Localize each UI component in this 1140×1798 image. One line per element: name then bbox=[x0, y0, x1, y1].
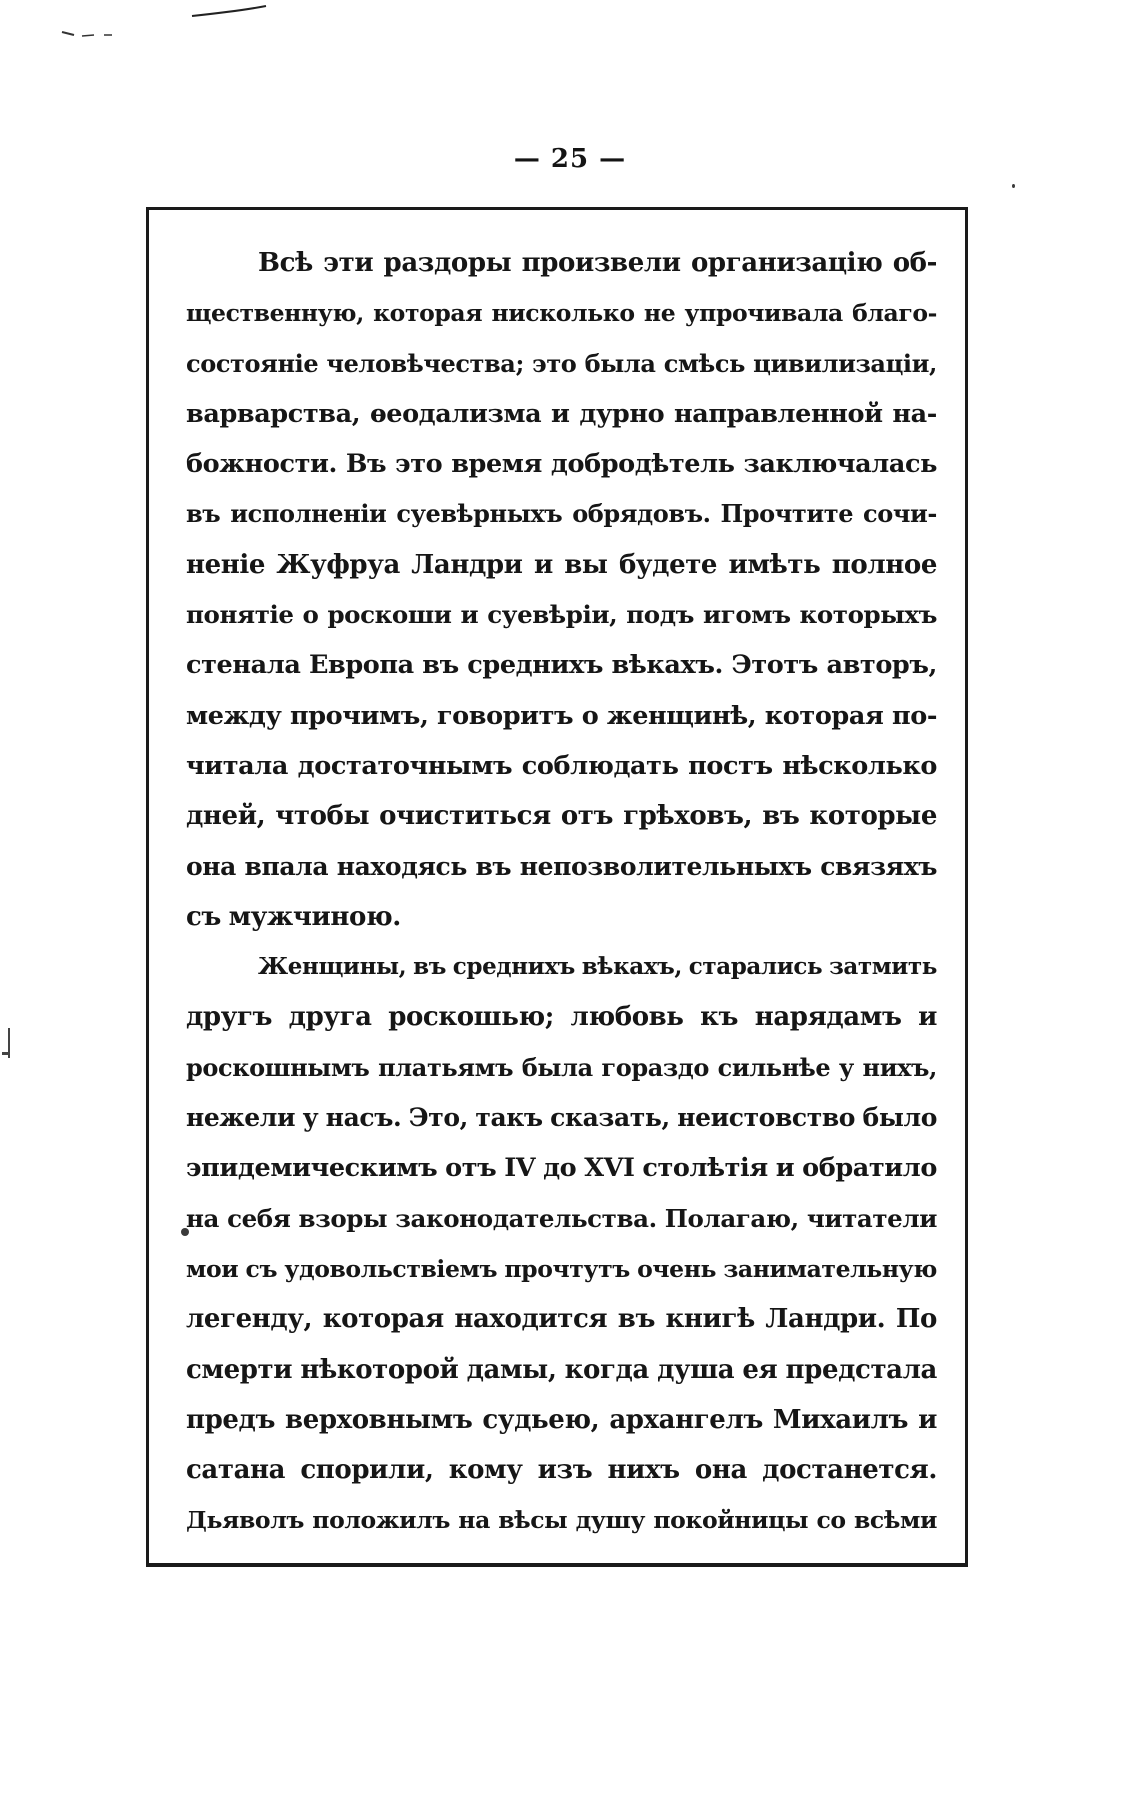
text-line: сатана спорили, кому изъ нихъ она достанется. bbox=[186, 1455, 937, 1486]
text-line: эпидемическимъ отъ IV до XVI столѣтія и обратило bbox=[186, 1153, 937, 1184]
text-line: роскошнымъ платьямъ была гораздо сильнѣе у нихъ, bbox=[186, 1052, 937, 1082]
text-line: щественную, которая нисколько не упрочивала благо- bbox=[186, 299, 937, 328]
scan-edge-mark bbox=[8, 1028, 10, 1058]
scan-mark-top bbox=[190, 4, 268, 18]
text-line: Всѣ эти раздоры произвели организацію об- bbox=[258, 248, 937, 278]
text-line: смерти нѣкоторой дамы, когда душа ея предстала bbox=[186, 1354, 937, 1385]
text-line: неніе Жуфруа Ландри и вы будете имѣть полное bbox=[186, 549, 937, 580]
body-text bbox=[186, 238, 937, 1546]
scan-mark-left bbox=[60, 28, 150, 40]
text-line: стенала Европа въ среднихъ вѣкахъ. Этотъ авторъ, bbox=[186, 650, 937, 681]
text-line: дней, чтобы очиститься отъ грѣховъ, въ которые bbox=[186, 801, 937, 832]
text-line: варварства, ѳеодализма и дурно направленной на- bbox=[186, 398, 937, 429]
text-line: состояніе человѣчества; это была смѣсь цивилизаціи, bbox=[186, 348, 937, 378]
text-line: предъ верховнымъ судьею, архангелъ Михаилъ и bbox=[186, 1404, 937, 1435]
ink-speck bbox=[1012, 184, 1015, 188]
text-line: Женщины, въ среднихъ вѣкахъ, старались затмить bbox=[258, 953, 937, 981]
text-line: нежели у насъ. Это, такъ сказать, неистовство было bbox=[186, 1103, 937, 1133]
text-line: читала достаточнымъ соблюдать постъ нѣсколько bbox=[186, 750, 937, 781]
text-line: другъ друга роскошью; любовь къ нарядамъ и bbox=[186, 1002, 937, 1033]
text-line: въ исполненіи суевѣрныхъ обрядовъ. Прочтите сочи- bbox=[186, 499, 937, 529]
page-number: — 25 — bbox=[513, 144, 627, 174]
text-line: понятіе о роскоши и суевѣріи, подъ игомъ которыхъ bbox=[186, 600, 937, 630]
text-line: мои съ удовольствіемъ прочтутъ очень занимательную bbox=[186, 1254, 937, 1283]
text-line: божности. Въ это время добродѣтель заключалась bbox=[186, 449, 937, 480]
text-line: между прочимъ, говоритъ о женщинѣ, которая по- bbox=[186, 700, 937, 731]
text-line: Дьяволъ положилъ на вѣсы душу покойницы со всѣми bbox=[186, 1506, 937, 1535]
text-line: съ мужчиною. bbox=[186, 901, 401, 932]
text-line: легенду, которая находится въ книгѣ Ландри. По bbox=[186, 1304, 937, 1335]
text-line: на себя взоры законодательства. Полагаю, читатели bbox=[186, 1203, 937, 1233]
text-line: она впала находясь въ непозволительныхъ связяхъ bbox=[186, 851, 937, 881]
